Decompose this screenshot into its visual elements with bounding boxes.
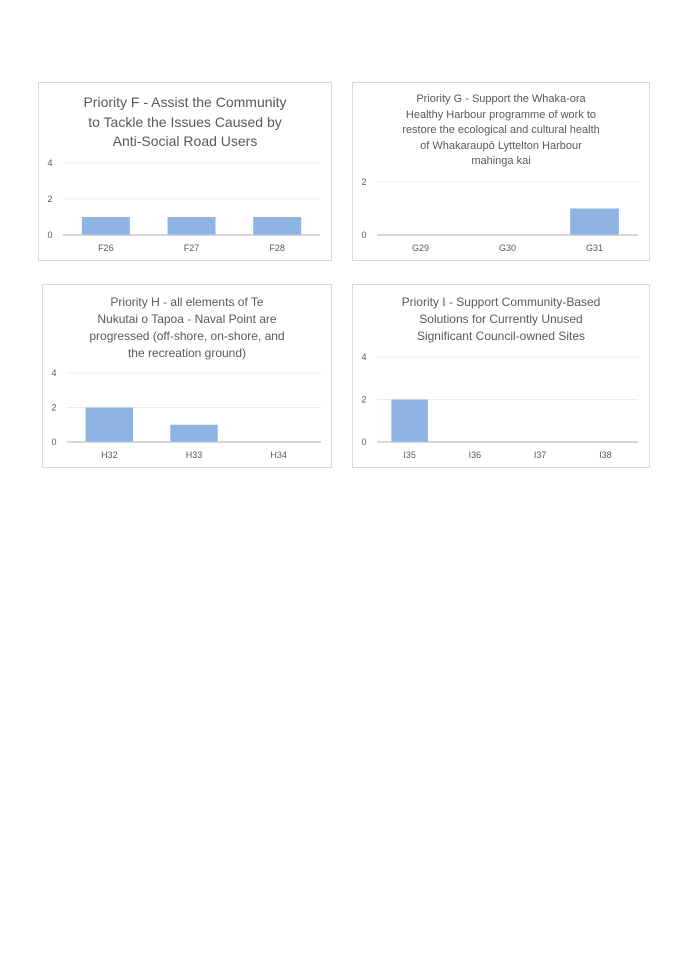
- bar-G31: [570, 209, 619, 236]
- chart-card-priority-f: [38, 82, 332, 261]
- chart-card-priority-h: [42, 284, 332, 468]
- y-tick-label: 2: [47, 194, 53, 204]
- category-label: F27: [183, 243, 200, 253]
- bar-F26: [82, 217, 130, 235]
- chart-plot: [39, 83, 333, 262]
- category-label: I37: [533, 450, 547, 460]
- bar-I35: [391, 400, 428, 443]
- chart-title: Priority G - Support the Whaka-ora Healthy Harbour programme of work to restore the ecological and cultural health of Whakaraupō Lyttelton Harbour mahinga kai: [402, 93, 600, 167]
- chart-card-priority-g: [352, 82, 650, 261]
- chart-plot: [353, 83, 651, 262]
- y-tick-label: 2: [51, 402, 57, 413]
- bar-H32: [86, 408, 133, 443]
- y-tick-label: 4: [361, 352, 367, 362]
- y-tick-label: 4: [51, 368, 57, 378]
- category-label: F28: [269, 243, 285, 253]
- chart-plot: [43, 285, 333, 469]
- bar-F28: [253, 217, 301, 235]
- category-label: H32: [101, 450, 118, 460]
- chart-plot: [353, 285, 651, 469]
- category-label: H33: [185, 450, 203, 460]
- chart-title: Priority F - Assist the Community to Tackle the Issues Caused by Anti-Social Road Users: [83, 94, 287, 149]
- category-label: G30: [498, 243, 517, 253]
- category-label: I35: [403, 450, 416, 460]
- chart-card-priority-i: [352, 284, 650, 468]
- chart-title: Priority H - all elements of Te Nukutai o Tapoa - Naval Point are progressed (off-shore, on-shore, and the recreation ground): [89, 295, 285, 360]
- bar-H33: [170, 425, 217, 442]
- y-tick-label: 2: [361, 177, 367, 187]
- category-label: G31: [585, 243, 604, 253]
- category-label: H34: [270, 450, 287, 460]
- y-tick-label: 0: [47, 230, 53, 240]
- y-tick-label: 0: [361, 230, 367, 240]
- y-tick-label: 4: [47, 158, 53, 168]
- y-tick-label: 0: [361, 437, 367, 447]
- chart-title: Priority I - Support Community-Based Solutions for Currently Unused Significant Council-owned Sites: [401, 295, 601, 343]
- y-tick-label: 0: [51, 437, 57, 447]
- category-label: F26: [98, 243, 114, 253]
- y-tick-label: 2: [361, 394, 367, 405]
- bar-F27: [168, 217, 216, 235]
- category-label: I38: [599, 450, 612, 460]
- category-label: G29: [411, 243, 430, 253]
- category-label: I36: [468, 450, 482, 460]
